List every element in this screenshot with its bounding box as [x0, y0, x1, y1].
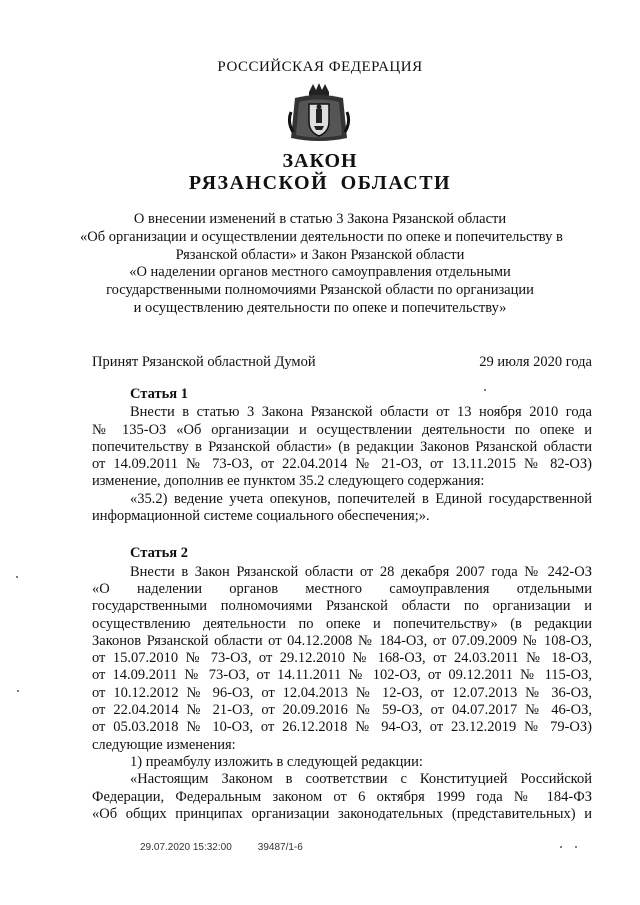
- article-1-line: от 14.09.2011 № 73-ОЗ, от 22.04.2014 № 21-ОЗ, от 13.11.2015 № 82-ОЗ): [92, 456, 592, 473]
- scan-speck: [575, 846, 577, 848]
- article-2-line: «Об общих принципах организации законодательных (представительных) и: [92, 805, 592, 822]
- document-title-region: РЯЗАНСКОЙ ОБЛАСТИ: [188, 172, 452, 194]
- law-body: [92, 386, 592, 823]
- article-1-line: № 135-ОЗ «Об организации и осуществлении деятельности по опеке и: [92, 421, 592, 438]
- article-2-line: «О наделении органов местного самоуправления отдельными: [92, 580, 592, 597]
- article-2-line: Федерации, Федеральным законом от 6 октября 1999 года № 184-ФЗ: [92, 788, 592, 805]
- subject-line: «О наделении органов местного самоуправления отдельными: [129, 264, 511, 281]
- article-2-line: от 10.12.2012 № 96-ОЗ, от 12.04.2013 № 12-ОЗ, от 12.07.2013 № 36-ОЗ,: [92, 684, 592, 701]
- article-2-line: 1) преамбулу изложить в следующей редакции:: [130, 753, 423, 770]
- article-1-line: информационной системе социального обеспечения;».: [92, 508, 430, 525]
- country-name: РОССИЙСКАЯ ФЕДЕРАЦИЯ: [217, 59, 423, 75]
- article-2-line: от 05.03.2018 № 10-ОЗ, от 26.12.2018 № 94-ОЗ, от 23.12.2019 № 79-ОЗ): [92, 719, 592, 736]
- article-1-line: Внести в статью 3 Закона Рязанской области от 13 ноября 2010 года: [130, 404, 592, 421]
- subject-line: государственными полномочиями Рязанской области по организации: [106, 282, 534, 299]
- footer-timestamp: 29.07.2020 15:32:00: [140, 842, 232, 853]
- paragraph-gap: [92, 525, 592, 545]
- article-2-heading: Статья 2: [130, 545, 188, 562]
- adoption-date: 29 июля 2020 года: [479, 354, 592, 370]
- article-2-line: от 14.09.2011 № 73-ОЗ, от 14.11.2011 № 102-ОЗ, от 09.12.2011 № 115-ОЗ,: [92, 667, 592, 684]
- adopted-by: Принят Рязанской областной Думой: [92, 354, 316, 370]
- footer-doc-number: 39487/1-6: [257, 842, 303, 853]
- article-2-line: «Настоящим Законом в соответствии с Конституцией Российской: [130, 771, 592, 788]
- article-1-heading: Статья 1: [130, 386, 188, 402]
- scan-speck: [484, 389, 486, 391]
- article-1-line: «35.2) ведение учета опекунов, попечителей в Единой государственной: [130, 490, 592, 507]
- scan-speck: [17, 690, 19, 692]
- article-2-line: государственными полномочиями Рязанской области по организации и: [92, 598, 592, 615]
- article-2-line: Законов Рязанской области от 04.12.2008 № 184-ОЗ, от 07.09.2009 № 108-ОЗ,: [92, 632, 592, 649]
- article-2-line: следующие изменения:: [92, 736, 236, 753]
- subject-line: Рязанской области» и Закон Рязанской области: [175, 246, 465, 263]
- subject-line: и осуществлению деятельности по опеке и попечительству»: [133, 299, 507, 316]
- article-2-line: от 15.07.2010 № 73-ОЗ, от 29.12.2010 № 168-ОЗ, от 24.03.2011 № 18-ОЗ,: [92, 650, 592, 667]
- article-1-line: изменение, дополнив ее пунктом 35.2 следующего содержания:: [92, 473, 485, 490]
- footer-stamp: [140, 842, 303, 853]
- adoption-line: [92, 354, 592, 371]
- article-2-line: осуществлению деятельности по опеке и попечительству» (в редакции: [92, 615, 592, 632]
- document-title-law: ЗАКОН: [282, 150, 358, 172]
- article-1-line: попечительству в Рязанской области» (в редакции Законов Рязанской области: [92, 438, 592, 455]
- article-2-line: Внести в Закон Рязанской области от 28 декабря 2007 года № 242-ОЗ: [130, 563, 592, 580]
- subject-line: «Об организации и осуществлении деятельности по опеке и попечительству в: [80, 228, 563, 245]
- subject-line: О внесении изменений в статью 3 Закона Рязанской области: [133, 211, 507, 227]
- scan-speck: [16, 576, 18, 578]
- law-subject: [80, 211, 563, 318]
- scan-speck: [560, 846, 562, 848]
- ryazan-coat-of-arms-icon: [287, 82, 351, 144]
- article-2-line: от 22.04.2014 № 21-ОЗ, от 20.09.2016 № 59-ОЗ, от 04.07.2017 № 46-ОЗ,: [92, 702, 592, 719]
